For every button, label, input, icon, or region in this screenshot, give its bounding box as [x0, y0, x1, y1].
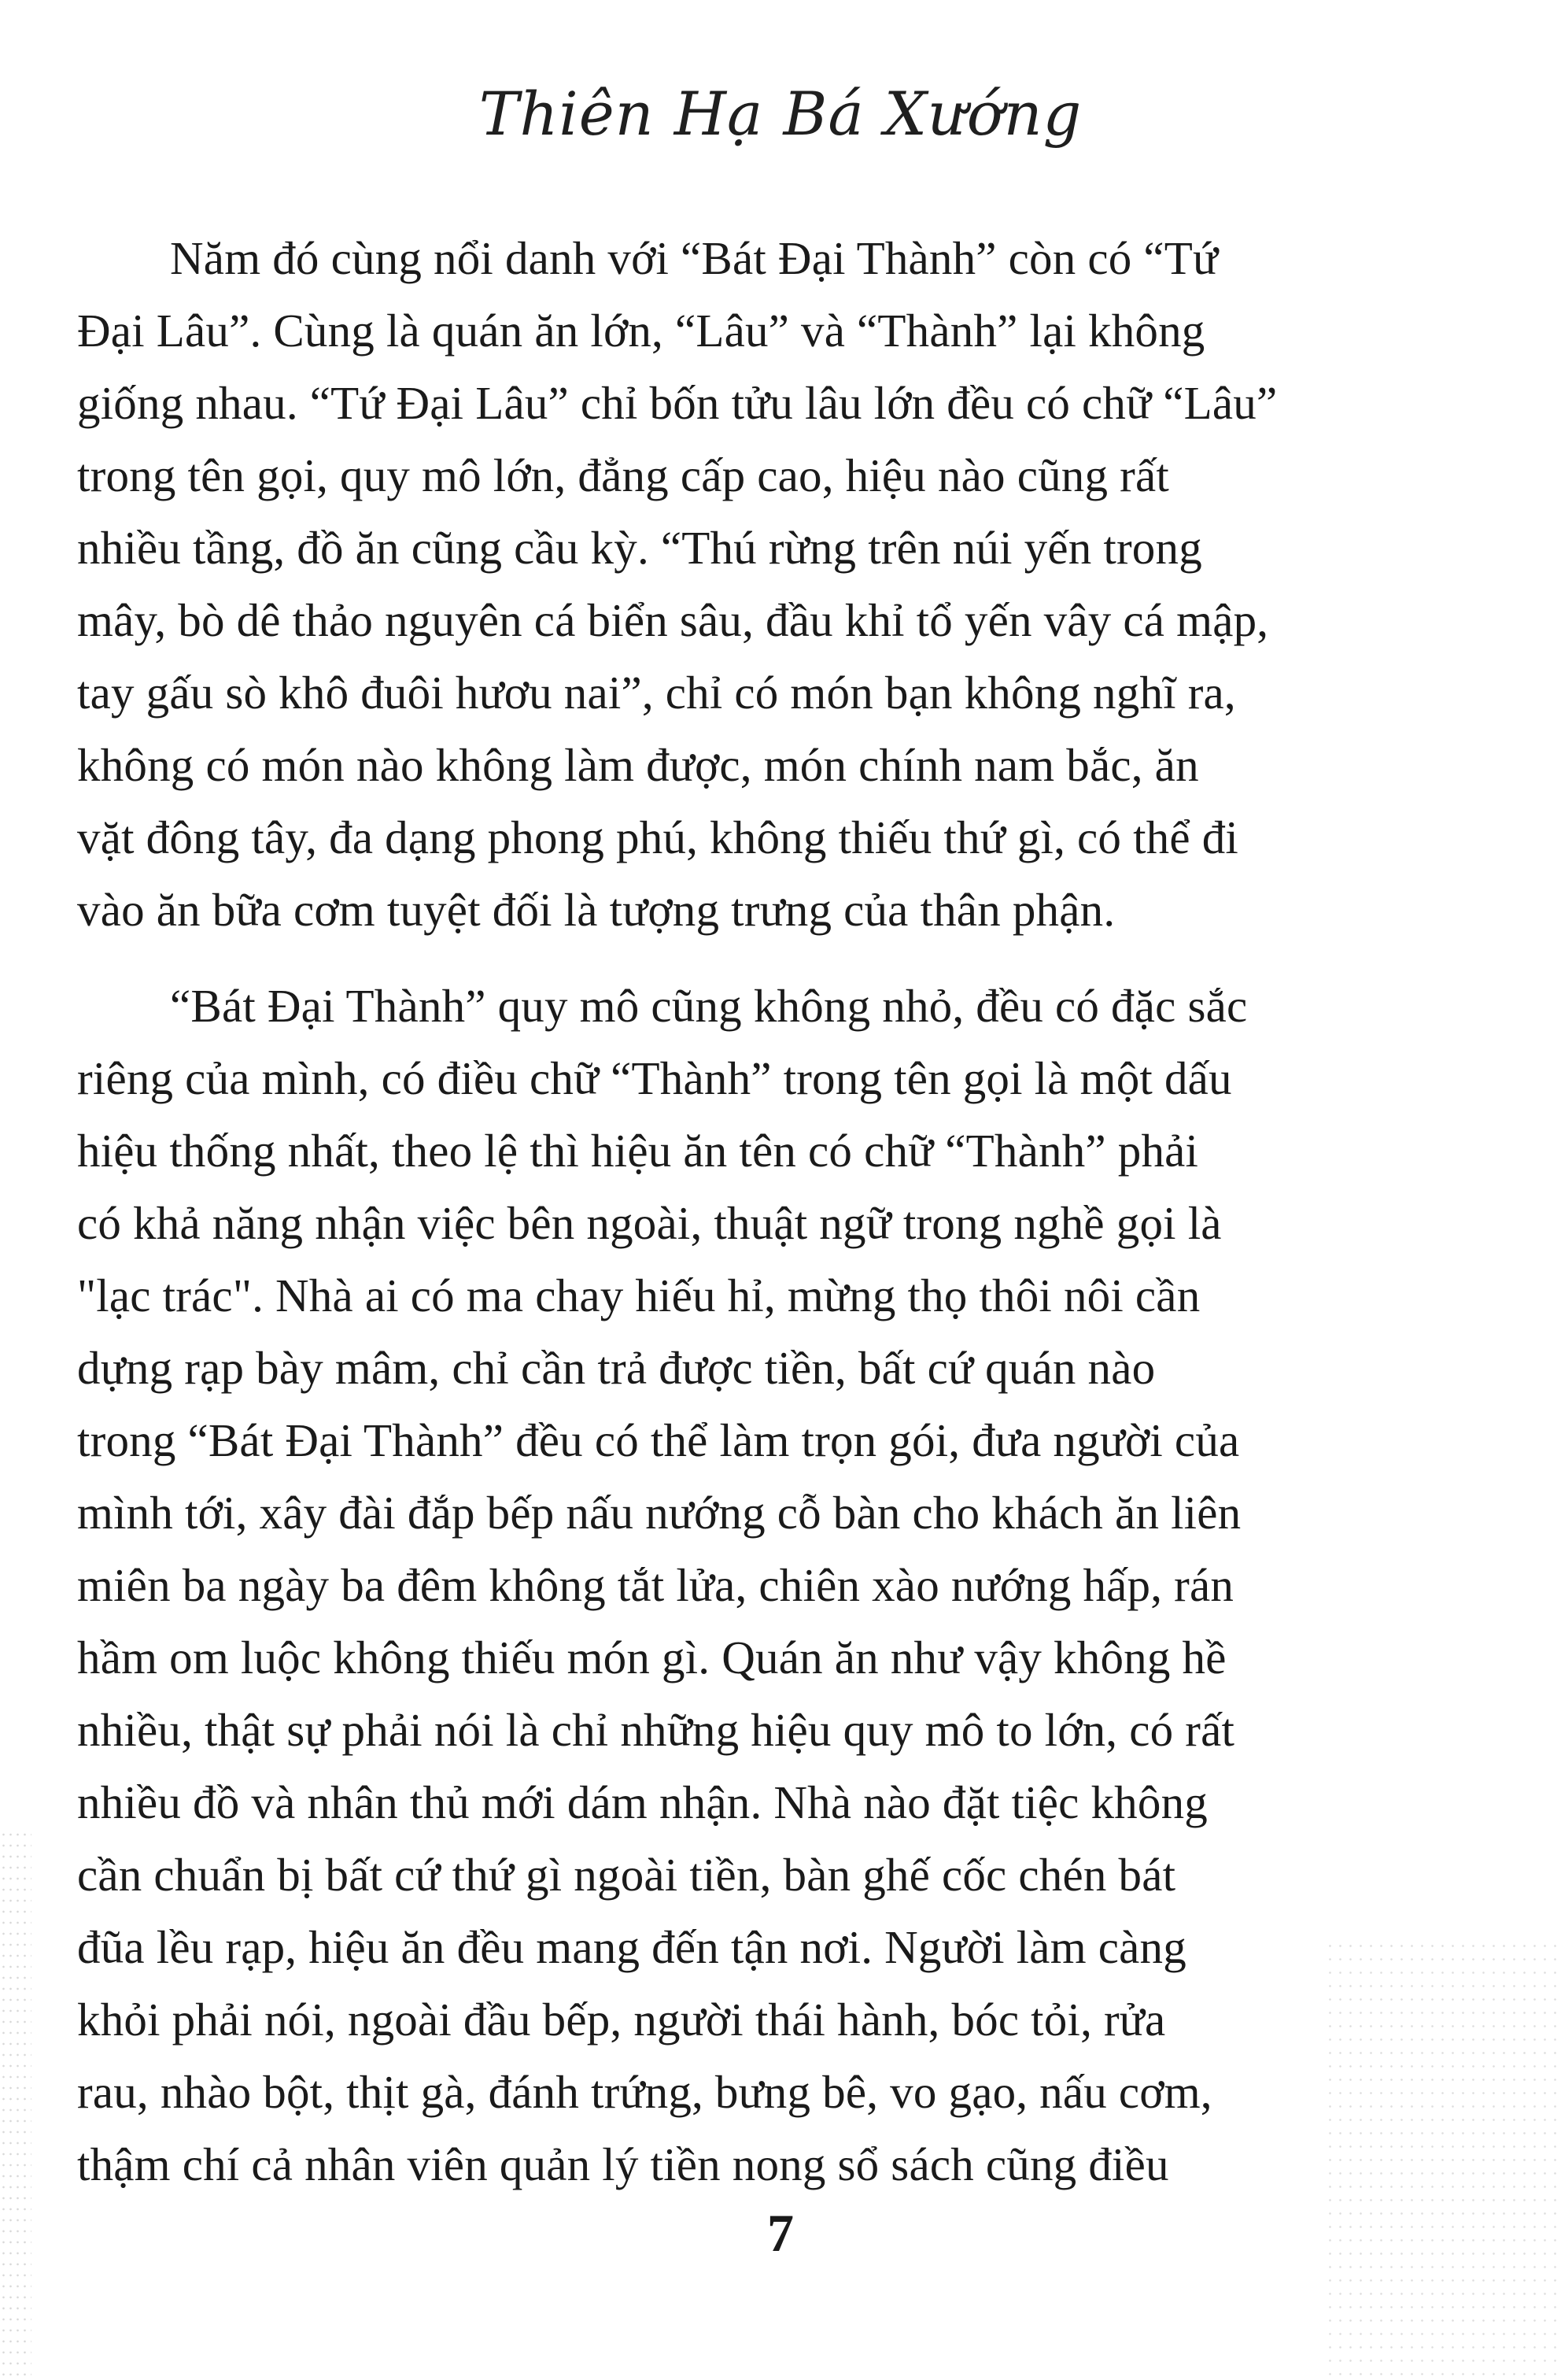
text-line: Đại Lâu”. Cùng là quán ăn lớn, “Lâu” và “Thành” lại không — [77, 305, 1205, 357]
text-line: nhiều, thật sự phải nói là chỉ những hiệu quy mô to lớn, có rất — [77, 1704, 1235, 1756]
text-line: khỏi phải nói, ngoài đầu bếp, người thái hành, bóc tỏi, rửa — [77, 1994, 1166, 2046]
text-line: trong “Bát Đại Thành” đều có thể làm trọn gói, đưa người của — [77, 1414, 1240, 1466]
text-line: dựng rạp bày mâm, chỉ cần trả được tiền, bất cứ quán nào — [77, 1342, 1156, 1394]
text-line: Năm đó cùng nổi danh với “Bát Đại Thành” còn có “Tứ — [170, 232, 1219, 284]
text-line: tay gấu sò khô đuôi hươu nai”, chỉ có món bạn không nghĩ ra, — [77, 667, 1236, 719]
text-line: "lạc trác". Nhà ai có ma chay hiếu hỉ, mừng thọ thôi nôi cần — [77, 1269, 1201, 1321]
text-line: mây, bò dê thảo nguyên cá biển sâu, đầu khỉ tổ yến vây cá mập, — [77, 594, 1269, 646]
running-header-title: Thiên Hạ Bá Xướng — [478, 79, 1083, 149]
paragraph-2 — [77, 970, 1383, 2201]
text-line: giống nhau. “Tứ Đại Lâu” chỉ bốn tửu lâu lớn đều có chữ “Lâu” — [77, 377, 1278, 429]
text-line: mình tới, xây đài đắp bếp nấu nướng cỗ bàn cho khách ăn liên — [77, 1487, 1242, 1539]
text-line: nhiều tầng, đồ ăn cũng cầu kỳ. “Thú rừng trên núi yến trong — [77, 522, 1202, 574]
text-line: cần chuẩn bị bất cứ thứ gì ngoài tiền, bàn ghế cốc chén bát — [77, 1849, 1176, 1901]
text-line: miên ba ngày ba đêm không tắt lửa, chiên xào nướng hấp, rán — [77, 1559, 1234, 1611]
text-line: hầm om luộc không thiếu món gì. Quán ăn như vậy không hề — [77, 1632, 1227, 1683]
text-line: “Bát Đại Thành” quy mô cũng không nhỏ, đều có đặc sắc — [170, 980, 1248, 1032]
text-line: có khả năng nhận việc bên ngoài, thuật ngữ trong nghề gọi là — [77, 1197, 1222, 1249]
text-line: trong tên gọi, quy mô lớn, đẳng cấp cao, hiệu nào cũng rất — [77, 449, 1169, 501]
paragraph-1 — [77, 222, 1383, 946]
text-line: rau, nhào bột, thịt gà, đánh trứng, bưng bê, vo gạo, nấu cơm, — [77, 2066, 1212, 2118]
text-line: nhiều đồ và nhân thủ mới dám nhận. Nhà nào đặt tiệc không — [77, 1776, 1208, 1828]
text-line: đũa lều rạp, hiệu ăn đều mang đến tận nơi. Người làm càng — [77, 1921, 1186, 1973]
page-number: 7 — [767, 2203, 794, 2263]
body-text — [77, 222, 1383, 2201]
text-line: thậm chí cả nhân viên quản lý tiền nong sổ sách cũng điều — [77, 2138, 1169, 2190]
text-line: riêng của mình, có điều chữ “Thành” trong tên gọi là một dấu — [77, 1052, 1232, 1104]
text-line: hiệu thống nhất, theo lệ thì hiệu ăn tên có chữ “Thành” phải — [77, 1125, 1199, 1177]
text-line: vặt đông tây, đa dạng phong phú, không thiếu thứ gì, có thể đi — [77, 811, 1238, 863]
text-line: vào ăn bữa cơm tuyệt đối là tượng trưng của thân phận. — [77, 884, 1116, 936]
text-line: không có món nào không làm được, món chính nam bắc, ăn — [77, 739, 1199, 791]
scan-noise — [1325, 1939, 1561, 2380]
scan-noise-left — [0, 1829, 31, 2380]
